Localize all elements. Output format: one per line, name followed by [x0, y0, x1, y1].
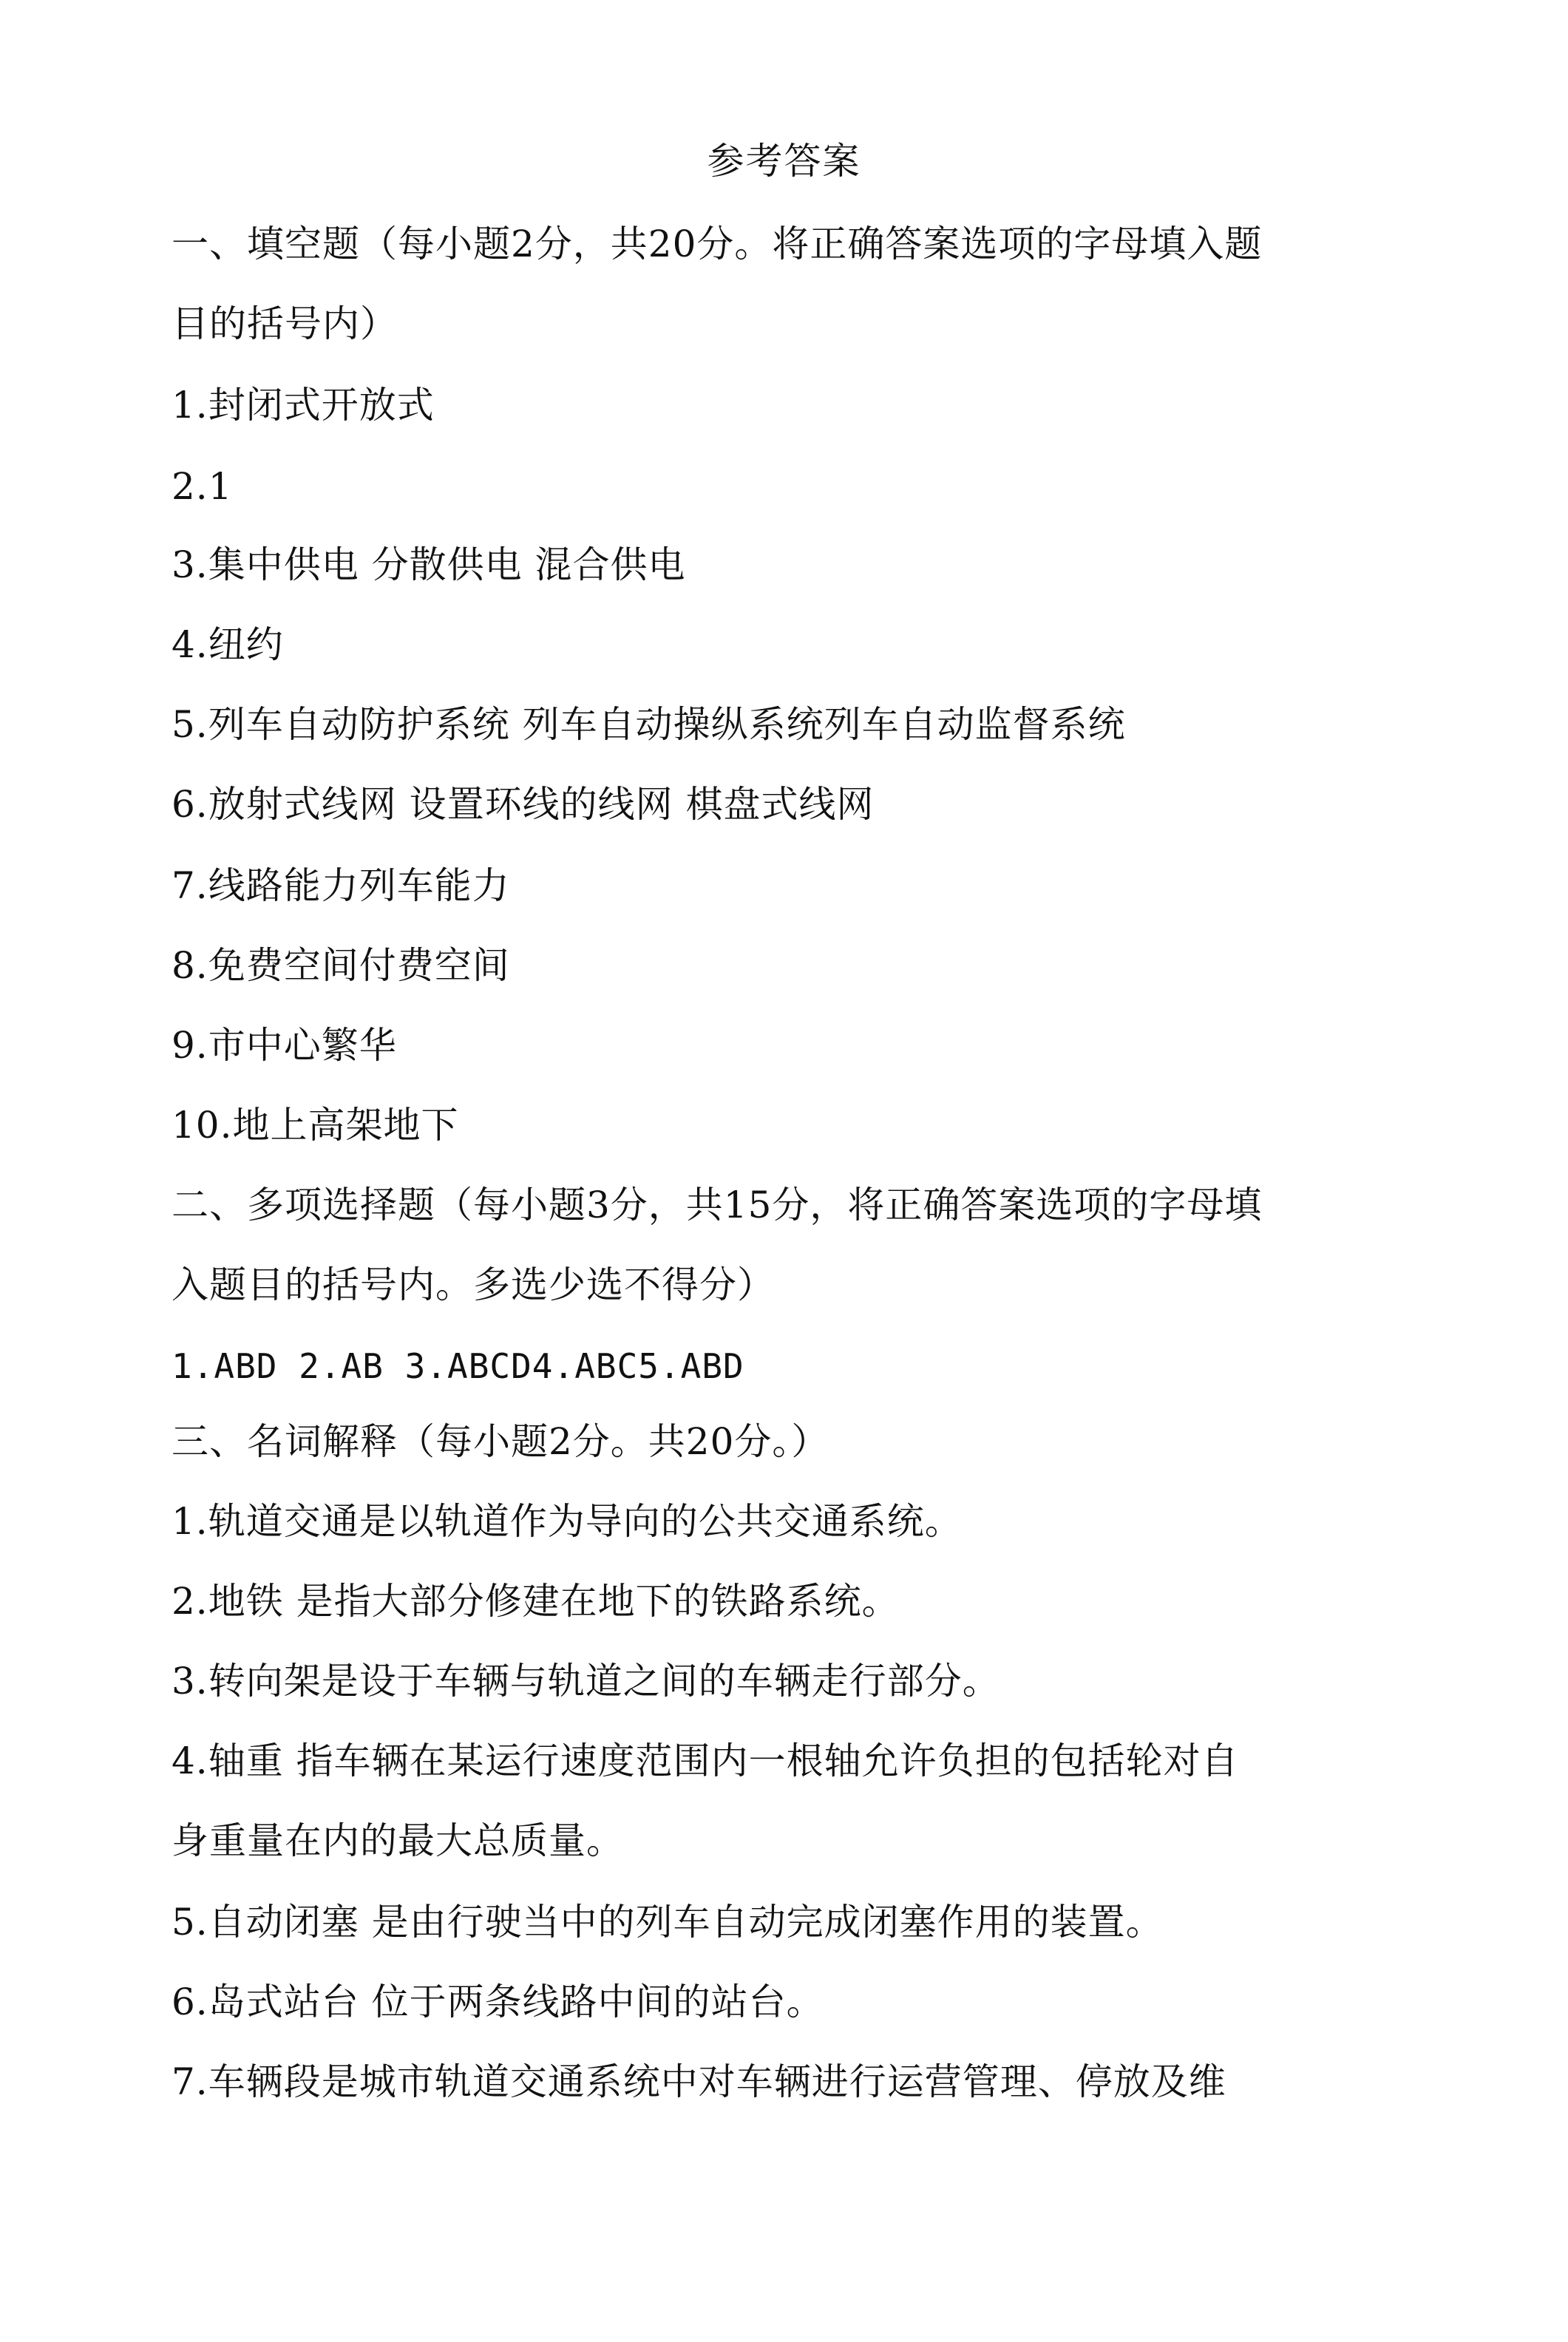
section3-item-2: 2.地铁 是指大部分修建在地下的铁路系统。 — [172, 1580, 900, 1623]
section3-item-5: 5.自动闭塞 是由行驶当中的列车自动完成闭塞作用的装置。 — [172, 1901, 1164, 1944]
section2-heading-line2: 入题目的括号内。多选少选不得分） — [172, 1263, 775, 1306]
section1-item-10: 10.地上高架地下 — [172, 1104, 459, 1147]
section1-heading-line1: 一、填空题（每小题2分，共20分。将正确答案选项的字母填入题 — [172, 223, 1263, 265]
section1-item-8: 8.免费空间付费空间 — [172, 944, 510, 987]
section3-item-4-line2: 身重量在内的最大总质量。 — [172, 1819, 624, 1862]
section1-heading-line2: 目的括号内） — [172, 302, 398, 345]
section1-item-7: 7.线路能力列车能力 — [172, 864, 510, 907]
section1-item-6: 6.放射式线网 设置环线的线网 棋盘式线网 — [172, 783, 875, 826]
section3-item-1: 1.轨道交通是以轨道作为导向的公共交通系统。 — [172, 1500, 963, 1543]
section3-item-3: 3.转向架是设于车辆与轨道之间的车辆走行部分。 — [172, 1660, 1000, 1703]
section2-answers: 1.ABD 2.AB 3.ABCD4.ABC5.ABD — [172, 1346, 744, 1386]
section1-item-9: 9.市中心繁华 — [172, 1024, 397, 1067]
section1-item-2: 2.1 — [172, 465, 233, 508]
section1-item-1: 1.封闭式开放式 — [172, 384, 435, 427]
section3-item-7: 7.车辆段是城市轨道交通系统中对车辆进行运营管理、停放及维 — [172, 2060, 1226, 2103]
section3-item-6: 6.岛式站台 位于两条线路中间的站台。 — [172, 1980, 824, 2023]
section3-item-4-line1: 4.轴重 指车辆在某运行速度范围内一根轴允许负担的包括轮对自 — [172, 1739, 1239, 1782]
page-title: 参考答案 — [707, 140, 861, 183]
section3-heading: 三、名词解释（每小题2分。共20分。） — [172, 1420, 829, 1463]
section1-item-4: 4.纽约 — [172, 623, 284, 666]
section2-heading-line1: 二、多项选择题（每小题3分，共15分，将正确答案选项的字母填 — [172, 1184, 1263, 1226]
section1-item-5: 5.列车自动防护系统 列车自动操纵系统列车自动监督系统 — [172, 703, 1126, 746]
section1-item-3: 3.集中供电 分散供电 混合供电 — [172, 543, 686, 586]
